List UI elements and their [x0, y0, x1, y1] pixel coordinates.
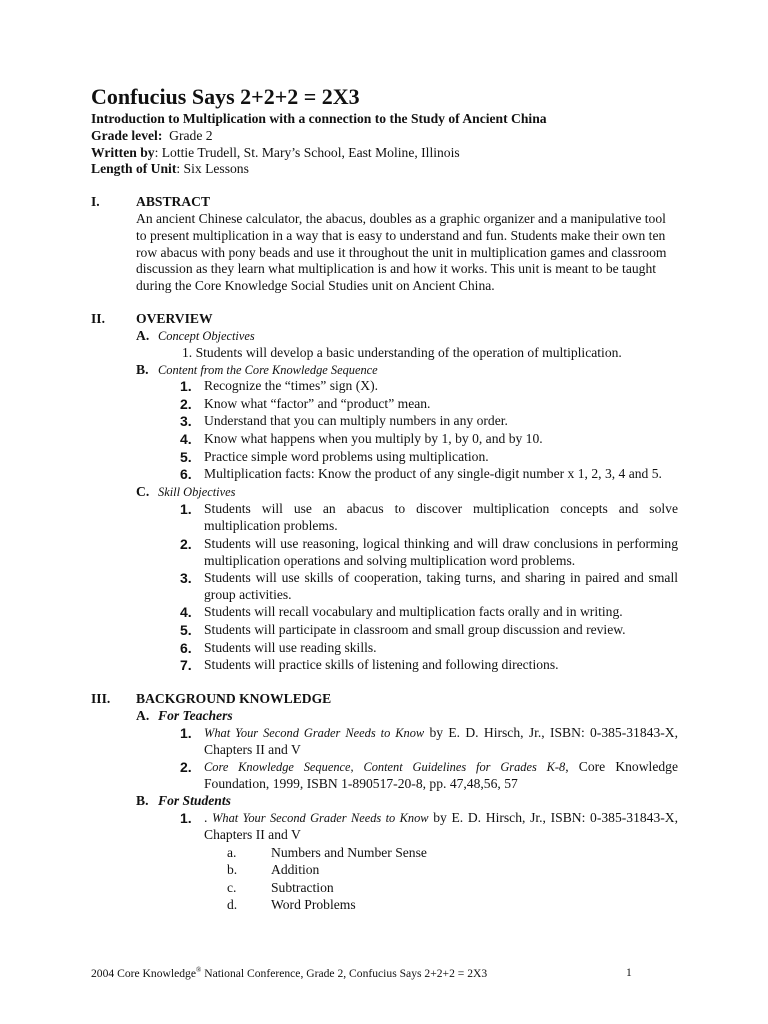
section-heading: ABSTRACT — [136, 194, 211, 209]
grade-level-label: Grade level: — [91, 128, 163, 143]
item-text: by E. D. Hirsch, Jr., ISBN: 0-385-31843-X, Chapters II and V — [204, 810, 678, 842]
list-item — [180, 725, 678, 759]
registered-mark: ® — [195, 966, 202, 974]
sub-list-item — [227, 897, 356, 913]
abstract-line: to present multiplication in a way that is easy to understand and fun. Students make their own ten — [136, 228, 666, 243]
item-number: 1. — [180, 810, 192, 826]
book-title: What Your Second Grader Needs to Know — [212, 811, 429, 825]
written-by-label: Written by — [91, 145, 155, 160]
item-text: by E. D. Hirsch, Jr., ISBN: 0-385-31843-X, Chapters II and V — [204, 725, 678, 757]
sub-list-item — [227, 845, 427, 861]
footer-text-start: 2004 Core Knowledge — [91, 966, 196, 980]
sub-item-letter: a. — [227, 845, 237, 860]
section-heading: OVERVIEW — [136, 311, 213, 326]
list-item — [180, 501, 678, 535]
sub-item-text: Numbers and Number Sense — [271, 845, 427, 860]
item-text: Understand that you can multiply numbers in any order. — [204, 413, 508, 428]
item-text: Know what happens when you multiply by 1, by 0, and by 10. — [204, 431, 543, 446]
list-item — [180, 604, 678, 621]
item-number: 2. — [180, 396, 192, 412]
item-text: Multiplication facts: Know the product of any single-digit number x 1, 2, 3, 4 and 5. — [204, 466, 662, 481]
length-line — [91, 161, 249, 177]
list-item — [180, 413, 678, 430]
page-footer — [91, 966, 487, 980]
length-label: Length of Unit — [91, 161, 177, 176]
item-number: 3. — [180, 570, 192, 586]
written-by-value: : Lottie Trudell, St. Mary’s School, East Moline, Illinois — [154, 145, 460, 160]
item-prefix: . — [204, 810, 213, 825]
list-item — [180, 570, 678, 604]
item-number: 1. — [180, 501, 192, 517]
sub-item-letter: b. — [227, 862, 238, 877]
list-item — [180, 759, 678, 793]
list-item — [180, 378, 678, 395]
subsection-title: For Students — [158, 793, 231, 808]
item-text: , Core Knowledge Foundation, 1999, ISBN 1-890517-20-8, pp. 47,48,56, 57 — [204, 759, 678, 791]
item-text: Students will use skills of cooperation, taking turns, and sharing in paired and small group activities. — [204, 570, 678, 602]
section-number: I. — [91, 194, 100, 209]
subsection-letter: A. — [136, 328, 150, 343]
subsection-title: Skill Objectives — [158, 485, 236, 499]
abstract-line: discussion as they learn what multiplication is and how it works. This unit is meant to be taught — [136, 261, 657, 276]
sub-list-item — [227, 862, 319, 878]
item-text: Recognize the “times” sign (X). — [204, 378, 379, 393]
book-title: Core Knowledge Sequence, Content Guidelines for Grades K-8 — [204, 760, 566, 774]
item-text: Students will practice skills of listening and following directions. — [204, 657, 559, 672]
item-number: 6. — [180, 466, 192, 482]
list-item — [180, 396, 678, 413]
item-number: 5. — [180, 622, 192, 638]
item-number: 1. — [180, 378, 192, 394]
abstract-line: row abacus with pony beads and use it throughout the unit in multiplication games and classroom — [136, 245, 667, 260]
item-number: 2. — [180, 759, 192, 775]
item-text: Know what “factor” and “product” mean. — [204, 396, 431, 411]
document-subtitle: Introduction to Multiplication with a connection to the Study of Ancient China — [91, 111, 547, 126]
subsection-heading — [136, 328, 255, 344]
written-by-line — [91, 145, 460, 161]
list-item — [180, 657, 678, 674]
item-text: Practice simple word problems using multiplication. — [204, 449, 489, 464]
sub-item-letter: d. — [227, 897, 238, 912]
sub-list-item — [227, 880, 334, 896]
subsection-title: For Teachers — [158, 708, 233, 723]
subsection-heading — [136, 793, 231, 809]
item-text: Students will participate in classroom and small group discussion and review. — [204, 622, 626, 637]
sub-item-text: Subtraction — [271, 880, 334, 895]
sub-item-text: Word Problems — [271, 897, 356, 912]
item-number: 4. — [180, 604, 192, 620]
list-item — [180, 431, 678, 448]
item-text: Students will use an abacus to discover multiplication concepts and solve multiplication problems. — [204, 501, 678, 533]
subsection-letter: C. — [136, 484, 150, 499]
subsection-title: Content from the Core Knowledge Sequence — [158, 363, 378, 377]
subsection-letter: B. — [136, 362, 149, 377]
abstract-line: during the Core Knowledge Social Studies unit on Ancient China. — [136, 278, 495, 293]
section-number: II. — [91, 311, 105, 326]
list-item — [180, 622, 678, 639]
section-number: III. — [91, 691, 111, 706]
subsection-heading — [136, 484, 235, 500]
length-value: : Six Lessons — [176, 161, 249, 176]
item-text: Students will recall vocabulary and multiplication facts orally and in writing. — [204, 604, 623, 619]
page-number: 1 — [626, 966, 632, 979]
document-title: Confucius Says 2+2+2 = 2X3 — [91, 84, 360, 109]
item-number: 6. — [180, 640, 192, 656]
list-item — [180, 640, 678, 657]
item-number: 3. — [180, 413, 192, 429]
item-number: 1. — [180, 725, 192, 741]
list-item — [180, 449, 678, 466]
subsection-letter: B. — [136, 793, 149, 808]
list-item: 1. Students will develop a basic understanding of the operation of multiplication. — [182, 345, 622, 360]
abstract-line: An ancient Chinese calculator, the abacus, doubles as a graphic organizer and a manipulative tool — [136, 211, 666, 226]
item-number: 7. — [180, 657, 192, 673]
subsection-heading — [136, 362, 378, 378]
list-item — [180, 810, 678, 844]
book-title: What Your Second Grader Needs to Know — [204, 726, 425, 740]
subsection-title: Concept Objectives — [158, 329, 255, 343]
item-number: 4. — [180, 431, 192, 447]
list-item — [180, 466, 678, 483]
item-number: 5. — [180, 449, 192, 465]
item-text: Students will use reading skills. — [204, 640, 377, 655]
list-item — [180, 536, 678, 570]
subsection-heading — [136, 708, 233, 724]
sub-item-letter: c. — [227, 880, 237, 895]
subsection-letter: A. — [136, 708, 150, 723]
footer-text-end: National Conference, Grade 2, Confucius Says 2+2+2 = 2X3 — [201, 966, 488, 980]
item-text: Students will use reasoning, logical thinking and will draw conclusions in performing multiplication operations and solving multiplication word problems. — [204, 536, 678, 568]
sub-item-text: Addition — [271, 862, 320, 877]
grade-level-value: Grade 2 — [169, 128, 213, 143]
section-heading: BACKGROUND KNOWLEDGE — [136, 691, 332, 706]
item-number: 2. — [180, 536, 192, 552]
grade-level-line — [91, 128, 213, 144]
